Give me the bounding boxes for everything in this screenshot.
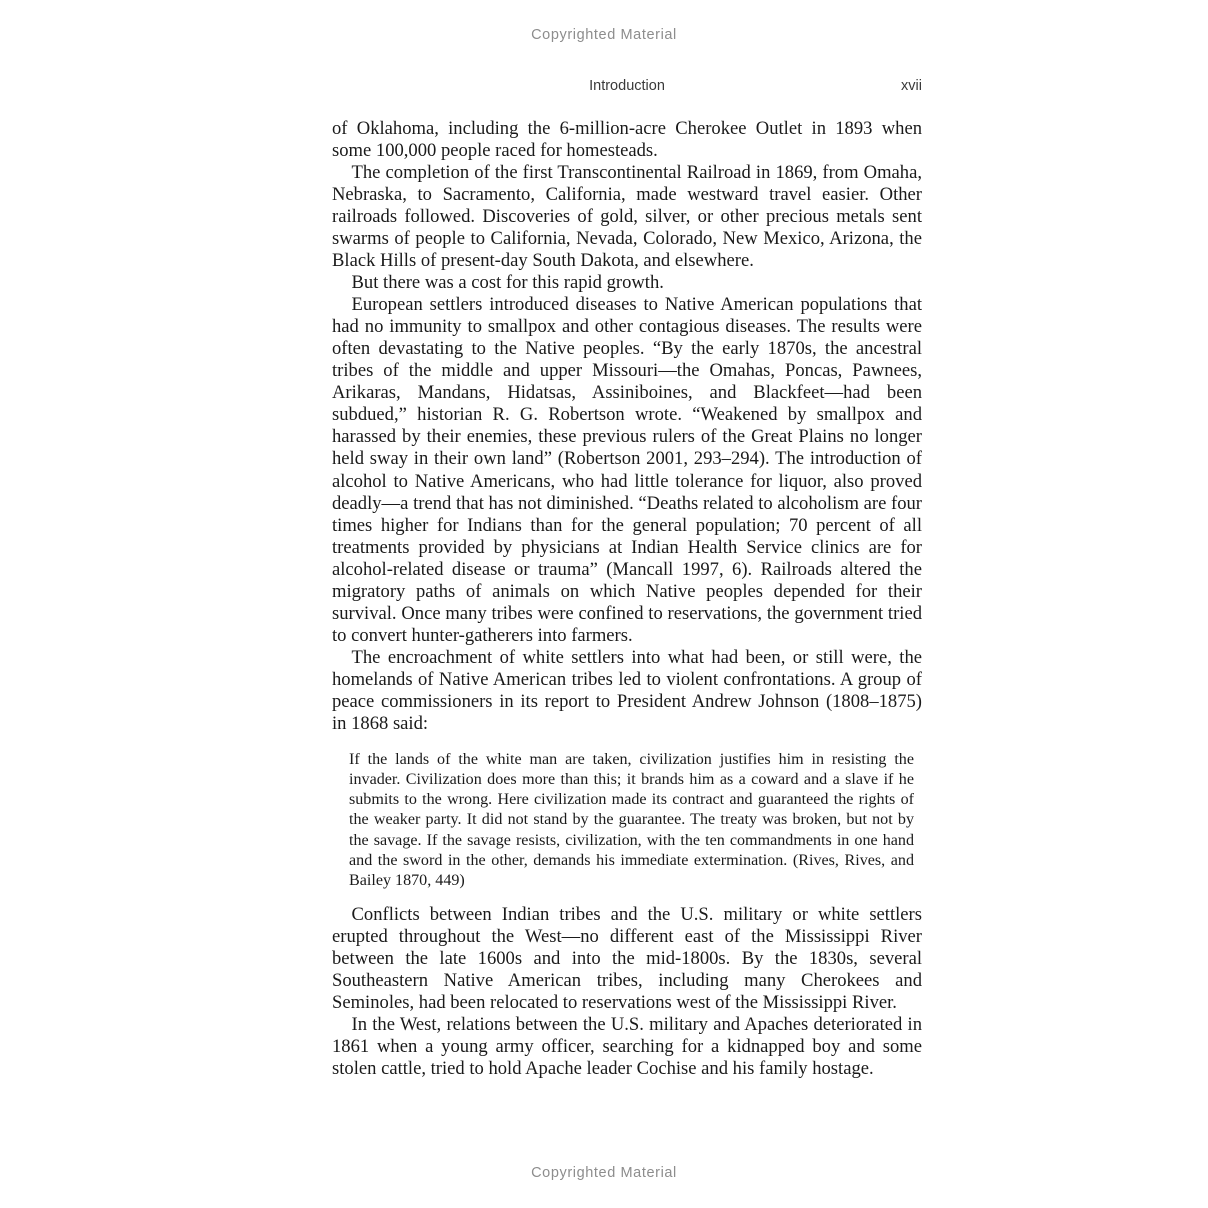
copyright-watermark-top: Copyrighted Material — [531, 27, 677, 43]
page-number: xvii — [901, 78, 922, 94]
block-quotation — [332, 750, 922, 891]
block-quotation-text: If the lands of the white man are taken, civilization justifies him in resisting the invader. Civilization does more than this; it brands him as a coward and a slave if he submits to the wrong. Here civilization made its contract and guaranteed the rights of the weaker party. It did not stand by the guarantee. The treaty was broken, but not by the savage. If the savage resists, civilization, with the ten commandments in one hand and the sword in the other, demands his immediate extermination. (Rives, Rives, and Bailey 1870, 449) — [349, 750, 914, 889]
paragraph: But there was a cost for this rapid growth. — [351, 272, 664, 294]
body-text-column — [332, 118, 922, 1080]
paragraph-continuation: of Oklahoma, including the 6-million-acre Cherokee Outlet in 1893 when some 100,000 people raced for homesteads. — [332, 118, 922, 162]
running-head — [332, 78, 922, 94]
paragraph: The completion of the first Transcontinental Railroad in 1869, from Omaha, Nebraska, to Sacramento, California, made westward travel easier. Other railroads followed. Discoveries of gold, silver, or other precious metals sent swarms of people to California, Nevada, Colorado, New Mexico, Arizona, the Black Hills of present-day South Dakota, and elsewhere. — [332, 162, 922, 272]
copyright-watermark-bottom: Copyrighted Material — [531, 1165, 677, 1181]
paragraph: In the West, relations between the U.S. military and Apaches deteriorated in 1861 when a young army officer, searching for a kidnapped boy and some stolen cattle, tried to hold Apache leader Cochise and his family hostage. — [332, 1014, 922, 1080]
paragraph: The encroachment of white settlers into what had been, or still were, the homelands of Native American tribes led to violent confrontations. A group of peace commissioners in its report to President Andrew Johnson (1808–1875) in 1868 said: — [332, 646, 922, 734]
running-head-title: Introduction — [589, 78, 665, 94]
paragraph: European settlers introduced diseases to Native American populations that had no immunity to smallpox and other contagious diseases. The results were often devastating to the Native peoples. “By the early 1870s, the ancestral tribes of the middle and upper Missouri—the Omahas, Poncas, Pawnees, Arikaras, Mandans, Hidatsas, Assiniboines, and Blackfeet—had been subdued,” historian R. G. Robertson wrote. “Weakened by smallpox and harassed by their enemies, these previous rulers of the Great Plains no longer held sway in their own land” (Robertson 2001, 293–294). The introduction of alcohol to Native Americans, who had little tolerance for liquor, also proved deadly—a trend that has not diminished. “Deaths related to alcoholism are four times higher for Indians than for the general population; 70 percent of all treatments provided by physicians at Indian Health Service clinics are for alcohol-related disease or trauma” (Mancall 1997, 6). Railroads altered the migratory paths of animals on which Native peoples depended for their survival. Once many tribes were confined to reservations, the government tried to convert hunter-gatherers into farmers. — [332, 294, 922, 646]
paragraph: Conflicts between Indian tribes and the U.S. military or white settlers erupted throughout the West—no different east of the Mississippi River between the late 1600s and into the mid-1800s. By the 1830s, several Southeastern Native American tribes, including many Cherokees and Seminoles, had been relocated to reservations west of the Mississippi River. — [332, 904, 922, 1014]
